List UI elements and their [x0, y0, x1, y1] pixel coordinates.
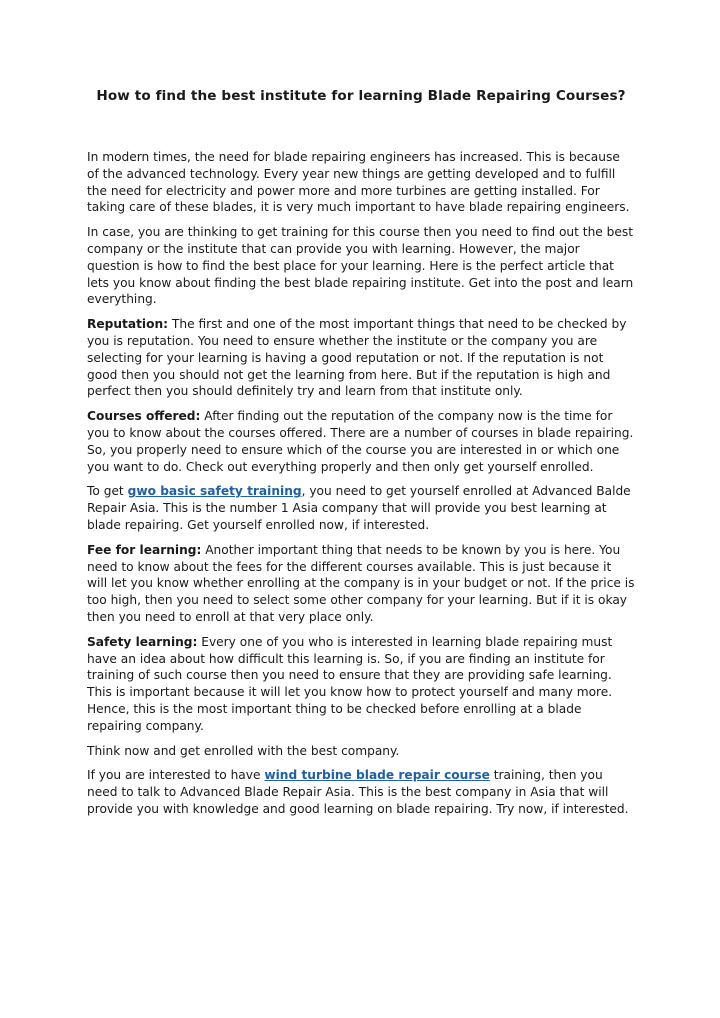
paragraph-reputation	[87, 316, 635, 400]
safety-heading: Safety learning:	[87, 634, 198, 649]
paragraph-courses-offered	[87, 408, 635, 475]
gwo-training-link[interactable]: gwo basic safety training	[127, 484, 302, 499]
wind-turbine-course-link[interactable]: wind turbine blade repair course	[264, 768, 490, 783]
paragraph-training: In case, you are thinking to get training for this course then you need to find out the best company or the institute that can provide you with learning. However, the major question is how to find the best place for your learning. Here is the perfect article that lets you know about finding the best blade repairing institute. Get into the post and learn everything.	[87, 225, 634, 307]
fee-text: Another important thing that needs to be known by you is here. You need to know about the fees for the different courses available. This is just because it will let you know whether enrolling at the company is in your budget or not. If the price is too high, then you need to select some other company for your learning. But if it is okay then you need to enroll at that very place only.	[87, 542, 635, 624]
paragraph-think: Think now and get enrolled with the best company.	[87, 743, 400, 758]
wind-text-pre: If you are interested to have	[87, 768, 265, 783]
gwo-text-post: , you need to get yourself enrolled at Advanced Balde Repair Asia. This is the number 1 Asia company that will provide you best learning at blade repairing. Get yourself enrolled now, if interested.	[87, 484, 631, 532]
paragraph-intro: In modern times, the need for blade repairing engineers has increased. This is because of the advanced technology. Every year new things are getting developed and to fulfill the need for electricity and power more and more turbines are getting installed. For taking care of these blades, it is very much important to have blade repairing engineers.	[87, 150, 630, 215]
courses-offered-text: After finding out the reputation of the company now is the time for you to know about the courses offered. There are a number of courses in blade repairing. So, you properly need to ensure which of the course you are interested in or which one you want to do. Check out everything properly and then only get yourself enrolled.	[87, 409, 634, 474]
fee-heading: Fee for learning:	[87, 542, 202, 557]
paragraph-wind-turbine	[87, 767, 635, 817]
safety-text: Every one of you who is interested in learning blade repairing must have an idea about how difficult this learning is. So, if you are finding an institute for training of such course then you need to ensure that they are providing safe learning. This is important because it will let you know how to protect yourself and many more. Hence, this is the most important thing to be checked before enrolling at a blade repairing company.	[87, 634, 613, 733]
paragraph-gwo	[87, 483, 635, 533]
gwo-text-pre: To get	[87, 484, 128, 499]
paragraph-safety	[87, 634, 635, 735]
page-title: How to find the best institute for learning Blade Repairing Courses?	[96, 88, 626, 104]
reputation-heading: Reputation:	[87, 317, 169, 332]
courses-offered-heading: Courses offered:	[87, 409, 201, 424]
reputation-text: The first and one of the most important things that need to be checked by you is reputation. You need to ensure whether the institute or the company you are selecting for your learning is having a good reputation or not. If the reputation is not good then you should not get the learning from here. But if the reputation is high and perfect then you should definitely try and learn from that institute only.	[87, 317, 627, 399]
paragraph-fee	[87, 542, 635, 626]
document-page	[87, 86, 635, 826]
wind-text-post: training, then you need to talk to Advanced Blade Repair Asia. This is the best company in Asia that will provide you with knowledge and good learning on blade repairing. Try now, if interested.	[87, 768, 629, 816]
